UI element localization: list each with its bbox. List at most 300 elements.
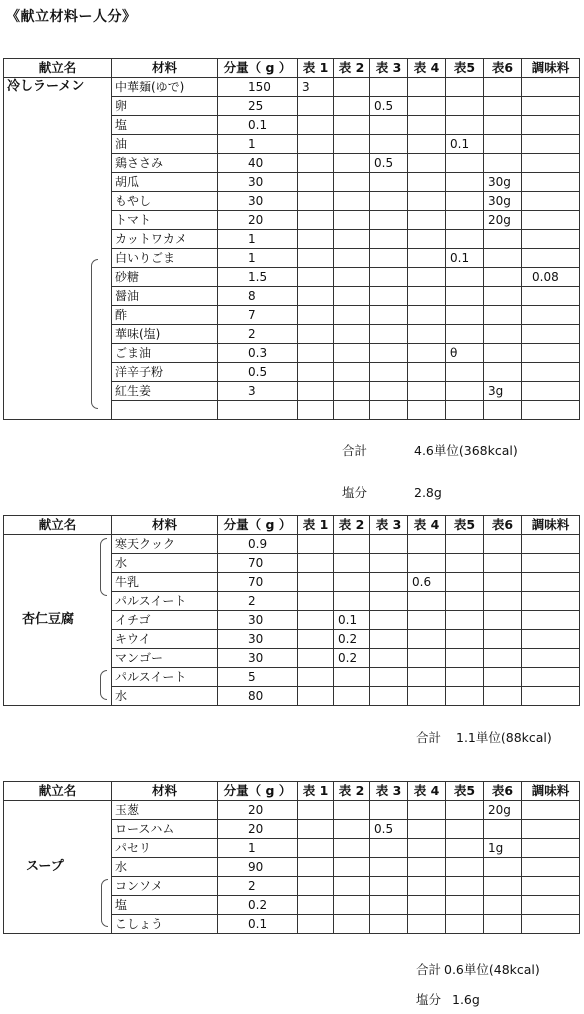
food-group-cell <box>446 173 484 192</box>
food-group-cell <box>298 230 334 249</box>
food-group-cell <box>370 554 408 573</box>
total-value: 0.6単位(48kcal) <box>444 962 540 977</box>
food-group-cell: 20g <box>484 801 522 820</box>
food-group-cell <box>484 896 522 915</box>
food-group-cell <box>370 535 408 554</box>
food-group-cell <box>446 382 484 401</box>
seasoning-cell <box>522 116 580 135</box>
seasoning-cell <box>522 535 580 554</box>
quantity-cell: 1 <box>218 135 298 154</box>
food-group-cell <box>446 877 484 896</box>
total-label: 合計 <box>416 730 442 745</box>
food-group-cell <box>370 268 408 287</box>
food-group-cell <box>446 687 484 706</box>
column-header: 献立名 <box>4 782 112 801</box>
food-group-cell <box>408 592 446 611</box>
table-header-row <box>4 516 580 535</box>
column-header: 献立名 <box>4 59 112 78</box>
column-header: 表5 <box>446 516 484 535</box>
ingredient-cell: ごま油 <box>112 344 218 363</box>
food-group-cell <box>334 896 370 915</box>
seasoning-cell <box>522 363 580 382</box>
food-group-cell <box>298 592 334 611</box>
food-group-cell <box>484 554 522 573</box>
ingredient-group-bracket <box>100 670 107 700</box>
food-group-cell <box>408 78 446 97</box>
food-group-cell <box>446 306 484 325</box>
quantity-cell: 0.3 <box>218 344 298 363</box>
food-group-cell: 0.1 <box>334 611 370 630</box>
quantity-cell: 3 <box>218 382 298 401</box>
quantity-cell: 0.9 <box>218 535 298 554</box>
quantity-cell: 90 <box>218 858 298 877</box>
food-group-cell <box>334 382 370 401</box>
food-group-cell <box>408 858 446 877</box>
ingredient-cell: 醤油 <box>112 287 218 306</box>
salt-line <box>342 483 442 501</box>
food-group-cell <box>408 382 446 401</box>
food-group-cell <box>408 896 446 915</box>
seasoning-cell <box>522 915 580 934</box>
table-row <box>4 78 580 97</box>
dish-name: スープ <box>4 801 112 934</box>
food-group-cell <box>484 268 522 287</box>
column-header: 表6 <box>484 782 522 801</box>
food-group-cell <box>484 573 522 592</box>
food-group-cell <box>370 306 408 325</box>
food-group-cell <box>408 915 446 934</box>
quantity-cell: 2 <box>218 325 298 344</box>
food-group-cell <box>484 668 522 687</box>
food-group-cell <box>334 192 370 211</box>
seasoning-cell <box>522 858 580 877</box>
food-group-cell <box>408 135 446 154</box>
food-group-cell <box>334 344 370 363</box>
food-group-cell <box>370 801 408 820</box>
food-group-cell <box>370 687 408 706</box>
salt-label: 塩分 <box>416 992 442 1007</box>
food-group-cell <box>370 630 408 649</box>
seasoning-cell <box>522 382 580 401</box>
column-header: 表 4 <box>408 59 446 78</box>
food-group-cell <box>408 877 446 896</box>
food-group-cell <box>334 135 370 154</box>
ingredient-cell: 玉葱 <box>112 801 218 820</box>
quantity-cell: 0.2 <box>218 896 298 915</box>
food-group-cell <box>370 363 408 382</box>
quantity-cell: 80 <box>218 687 298 706</box>
ingredient-group-bracket <box>91 259 98 409</box>
food-group-cell <box>370 382 408 401</box>
seasoning-cell <box>522 649 580 668</box>
food-group-cell <box>298 344 334 363</box>
page-title: 《献立材料ー人分》 <box>6 9 137 25</box>
food-group-cell <box>484 649 522 668</box>
food-group-cell <box>298 535 334 554</box>
food-group-cell <box>484 820 522 839</box>
ingredient-cell: パルスイート <box>112 668 218 687</box>
food-group-cell <box>484 915 522 934</box>
food-group-cell: 0.1 <box>446 249 484 268</box>
food-group-cell <box>334 97 370 116</box>
food-group-cell <box>298 801 334 820</box>
seasoning-cell <box>522 630 580 649</box>
food-group-cell <box>298 192 334 211</box>
food-group-cell <box>446 363 484 382</box>
seasoning-cell <box>522 192 580 211</box>
seasoning-cell <box>522 839 580 858</box>
seasoning-cell <box>522 249 580 268</box>
food-group-cell <box>298 915 334 934</box>
column-header: 表 1 <box>298 782 334 801</box>
food-group-cell <box>334 249 370 268</box>
salt-value: 2.8g <box>414 485 442 500</box>
salt-line <box>416 990 480 1008</box>
seasoning-cell <box>522 325 580 344</box>
food-group-cell <box>334 554 370 573</box>
ingredient-cell: マンゴー <box>112 649 218 668</box>
food-group-cell <box>446 78 484 97</box>
ingredient-cell: 水 <box>112 687 218 706</box>
quantity-cell: 5 <box>218 668 298 687</box>
ingredient-cell: 砂糖 <box>112 268 218 287</box>
seasoning-cell <box>522 78 580 97</box>
food-group-cell <box>298 268 334 287</box>
food-group-cell <box>484 611 522 630</box>
quantity-cell: 1 <box>218 839 298 858</box>
food-group-cell <box>298 858 334 877</box>
food-group-cell <box>408 230 446 249</box>
food-group-cell <box>484 630 522 649</box>
ingredient-cell: 白いりごま <box>112 249 218 268</box>
food-group-cell <box>484 230 522 249</box>
food-group-cell: 0.5 <box>370 97 408 116</box>
column-header: 表 2 <box>334 516 370 535</box>
seasoning-cell: 0.08 <box>522 268 580 287</box>
food-group-cell <box>298 611 334 630</box>
quantity-cell: 0.1 <box>218 116 298 135</box>
food-group-cell <box>446 287 484 306</box>
food-group-cell <box>446 858 484 877</box>
seasoning-cell <box>522 611 580 630</box>
seasoning-cell <box>522 668 580 687</box>
food-group-cell <box>446 211 484 230</box>
food-group-cell <box>298 401 334 420</box>
seasoning-cell <box>522 573 580 592</box>
ingredient-cell: 卵 <box>112 97 218 116</box>
total-value: 1.1単位(88kcal) <box>456 730 552 745</box>
quantity-cell: 30 <box>218 611 298 630</box>
quantity-cell: 25 <box>218 97 298 116</box>
food-group-cell <box>408 687 446 706</box>
food-group-cell: 0.5 <box>370 154 408 173</box>
quantity-cell: 70 <box>218 573 298 592</box>
ingredient-cell: こしょう <box>112 915 218 934</box>
column-header: 表 3 <box>370 59 408 78</box>
ingredient-cell: 油 <box>112 135 218 154</box>
quantity-cell: 0.5 <box>218 363 298 382</box>
column-header: 調味料 <box>522 516 580 535</box>
seasoning-cell <box>522 401 580 420</box>
column-header: 材料 <box>112 59 218 78</box>
seasoning-cell <box>522 306 580 325</box>
food-group-cell: 0.5 <box>370 820 408 839</box>
food-group-cell <box>298 325 334 344</box>
food-group-cell <box>370 592 408 611</box>
food-group-cell <box>298 820 334 839</box>
food-group-cell: 0.2 <box>334 630 370 649</box>
column-header: 材料 <box>112 516 218 535</box>
food-group-cell <box>484 877 522 896</box>
column-header: 表 1 <box>298 516 334 535</box>
food-group-cell <box>298 630 334 649</box>
quantity-cell: 7 <box>218 306 298 325</box>
food-group-cell <box>446 611 484 630</box>
food-group-cell: 0.6 <box>408 573 446 592</box>
food-group-cell <box>370 344 408 363</box>
food-group-cell <box>484 249 522 268</box>
food-group-cell <box>408 211 446 230</box>
ingredient-cell: もやし <box>112 192 218 211</box>
quantity-cell: 20 <box>218 820 298 839</box>
food-group-cell <box>484 97 522 116</box>
food-group-cell <box>446 230 484 249</box>
food-group-cell <box>446 535 484 554</box>
dish-name: 杏仁豆腐 <box>4 535 112 706</box>
food-group-cell <box>408 649 446 668</box>
ingredient-cell: コンソメ <box>112 877 218 896</box>
ingredient-cell: パルスイート <box>112 592 218 611</box>
dish-name: 冷しラーメン <box>4 78 112 420</box>
food-group-cell <box>334 325 370 344</box>
food-group-cell <box>370 896 408 915</box>
total-label: 合計 <box>416 962 442 977</box>
ingredient-cell: 水 <box>112 554 218 573</box>
food-group-cell <box>484 135 522 154</box>
total-line <box>342 441 518 459</box>
food-group-cell <box>334 78 370 97</box>
quantity-cell: 20 <box>218 801 298 820</box>
food-group-cell <box>484 154 522 173</box>
food-group-cell <box>298 382 334 401</box>
food-group-cell <box>334 820 370 839</box>
ingredient-cell: 塩 <box>112 896 218 915</box>
food-group-cell: 3 <box>298 78 334 97</box>
food-group-cell <box>370 649 408 668</box>
ingredient-cell: 牛乳 <box>112 573 218 592</box>
food-group-cell <box>446 592 484 611</box>
seasoning-cell <box>522 820 580 839</box>
quantity-cell: 2 <box>218 592 298 611</box>
food-group-cell <box>334 211 370 230</box>
food-group-cell <box>446 896 484 915</box>
food-group-cell <box>298 668 334 687</box>
total-line <box>416 960 540 978</box>
column-header: 表 4 <box>408 782 446 801</box>
quantity-cell: 1 <box>218 249 298 268</box>
food-group-cell <box>446 325 484 344</box>
total-line <box>416 728 552 746</box>
food-group-cell <box>334 116 370 135</box>
quantity-cell: 30 <box>218 649 298 668</box>
food-group-cell <box>370 249 408 268</box>
food-group-cell <box>446 97 484 116</box>
column-header: 表 3 <box>370 782 408 801</box>
food-group-cell: 1g <box>484 839 522 858</box>
food-group-cell <box>298 135 334 154</box>
food-group-cell <box>370 611 408 630</box>
food-group-cell <box>484 401 522 420</box>
seasoning-cell <box>522 154 580 173</box>
ingredient-cell: 洋辛子粉 <box>112 363 218 382</box>
food-group-cell <box>446 630 484 649</box>
column-header: 調味料 <box>522 59 580 78</box>
total-label: 合計 <box>342 443 368 458</box>
ingredient-cell: 紅生姜 <box>112 382 218 401</box>
seasoning-cell <box>522 896 580 915</box>
food-group-cell <box>298 687 334 706</box>
quantity-cell: 30 <box>218 173 298 192</box>
seasoning-cell <box>522 344 580 363</box>
food-group-cell <box>334 915 370 934</box>
food-group-cell <box>334 401 370 420</box>
food-group-cell <box>334 839 370 858</box>
food-group-cell <box>408 630 446 649</box>
food-group-cell <box>446 839 484 858</box>
food-group-cell <box>334 154 370 173</box>
ingredient-cell: 酢 <box>112 306 218 325</box>
food-group-cell <box>370 325 408 344</box>
food-group-cell <box>370 173 408 192</box>
food-group-cell: 30g <box>484 192 522 211</box>
seasoning-cell <box>522 801 580 820</box>
food-group-cell <box>446 268 484 287</box>
food-group-cell <box>298 97 334 116</box>
food-group-cell <box>334 268 370 287</box>
food-group-cell <box>298 116 334 135</box>
food-group-cell <box>408 268 446 287</box>
food-group-cell <box>446 154 484 173</box>
food-group-cell <box>334 687 370 706</box>
food-group-cell <box>484 325 522 344</box>
quantity-cell: 30 <box>218 192 298 211</box>
seasoning-cell <box>522 877 580 896</box>
food-group-cell <box>334 573 370 592</box>
quantity-cell: 70 <box>218 554 298 573</box>
food-group-cell <box>446 668 484 687</box>
quantity-cell: 2 <box>218 877 298 896</box>
food-group-cell: θ <box>446 344 484 363</box>
food-group-cell <box>298 287 334 306</box>
food-group-cell <box>370 668 408 687</box>
table-header-row <box>4 59 580 78</box>
food-group-cell <box>408 325 446 344</box>
food-group-cell <box>408 116 446 135</box>
seasoning-cell <box>522 135 580 154</box>
ingredient-cell: 中華麺(ゆで) <box>112 78 218 97</box>
column-header: 材料 <box>112 782 218 801</box>
food-group-cell <box>484 306 522 325</box>
food-group-cell: 0.1 <box>446 135 484 154</box>
food-group-cell: 30g <box>484 173 522 192</box>
food-group-cell <box>334 535 370 554</box>
food-group-cell <box>334 306 370 325</box>
column-header: 調味料 <box>522 782 580 801</box>
food-group-cell <box>408 97 446 116</box>
food-group-cell <box>484 687 522 706</box>
column-header: 分量（ g ） <box>218 59 298 78</box>
quantity-cell: 150 <box>218 78 298 97</box>
food-group-cell <box>446 573 484 592</box>
food-group-cell <box>408 801 446 820</box>
food-group-cell <box>446 820 484 839</box>
food-group-cell <box>298 839 334 858</box>
food-group-cell <box>334 858 370 877</box>
food-group-cell <box>484 592 522 611</box>
column-header: 表 4 <box>408 516 446 535</box>
food-group-cell <box>298 896 334 915</box>
food-group-cell <box>446 192 484 211</box>
quantity-cell: 1.5 <box>218 268 298 287</box>
food-group-cell <box>446 116 484 135</box>
food-group-cell <box>408 611 446 630</box>
column-header: 表 3 <box>370 516 408 535</box>
seasoning-cell <box>522 592 580 611</box>
food-group-cell: 20g <box>484 211 522 230</box>
column-header: 献立名 <box>4 516 112 535</box>
food-group-cell <box>484 116 522 135</box>
food-group-cell <box>298 211 334 230</box>
food-group-cell <box>298 877 334 896</box>
ingredient-cell: 寒天クック <box>112 535 218 554</box>
quantity-cell: 20 <box>218 211 298 230</box>
food-group-cell <box>484 858 522 877</box>
food-group-cell <box>408 554 446 573</box>
food-group-cell <box>408 839 446 858</box>
food-group-cell <box>408 192 446 211</box>
food-group-cell <box>334 287 370 306</box>
food-group-cell <box>370 401 408 420</box>
seasoning-cell <box>522 97 580 116</box>
salt-value: 1.6g <box>452 992 480 1007</box>
food-group-cell <box>370 573 408 592</box>
ingredient-cell <box>112 401 218 420</box>
food-group-cell <box>484 363 522 382</box>
food-group-cell <box>334 230 370 249</box>
quantity-cell: 40 <box>218 154 298 173</box>
quantity-cell <box>218 401 298 420</box>
food-group-cell <box>298 554 334 573</box>
ingredient-cell: ロースハム <box>112 820 218 839</box>
food-group-cell <box>408 820 446 839</box>
seasoning-cell <box>522 554 580 573</box>
food-group-cell <box>408 154 446 173</box>
ingredient-cell: 鶏ささみ <box>112 154 218 173</box>
food-group-cell <box>484 535 522 554</box>
quantity-cell: 8 <box>218 287 298 306</box>
food-group-cell <box>408 668 446 687</box>
quantity-cell: 30 <box>218 630 298 649</box>
food-group-cell <box>334 668 370 687</box>
quantity-cell: 1 <box>218 230 298 249</box>
ingredient-cell: 胡瓜 <box>112 173 218 192</box>
ingredient-cell: トマト <box>112 211 218 230</box>
ingredient-cell: カットワカメ <box>112 230 218 249</box>
food-group-cell <box>370 839 408 858</box>
food-group-cell <box>408 249 446 268</box>
food-group-cell <box>334 877 370 896</box>
food-group-cell <box>408 173 446 192</box>
